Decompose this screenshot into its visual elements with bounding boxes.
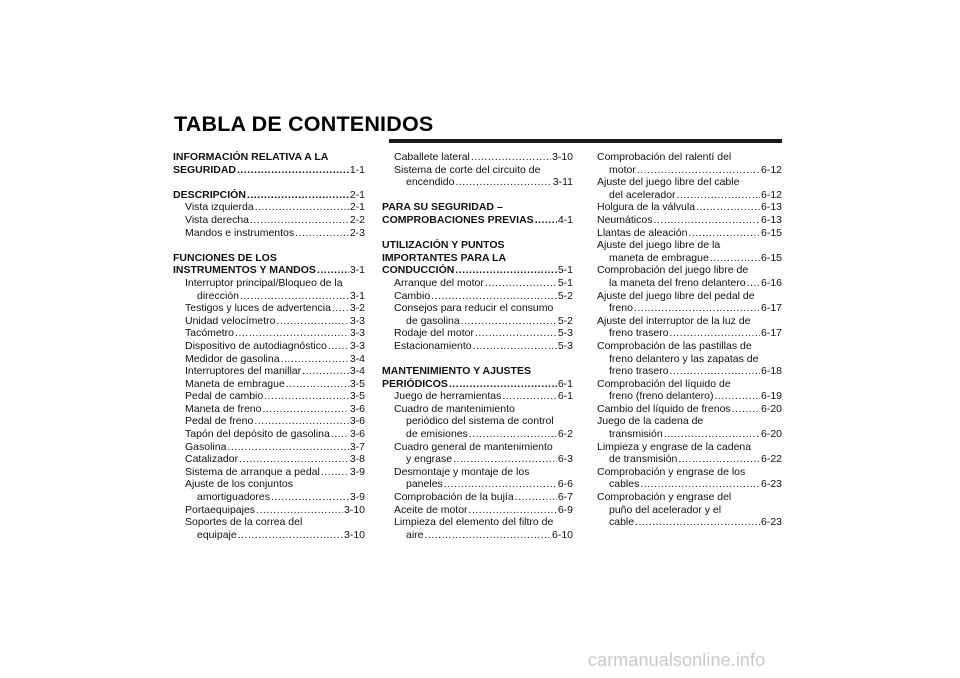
toc-entry-page: 3-3 xyxy=(349,339,365,352)
toc-entry-title: Aceite de motor xyxy=(394,503,468,516)
toc-entry xyxy=(382,315,573,328)
toc-entry-title: Caballete lateral xyxy=(394,151,470,163)
toc-entry-title: SEGURIDAD xyxy=(173,163,237,176)
toc-entry-page: 6-22 xyxy=(760,453,782,466)
toc-section-heading: MANTENIMIENTO Y AJUSTES xyxy=(382,365,531,378)
dot-leader xyxy=(250,214,349,227)
toc-entry: Ajuste de los conjuntos xyxy=(185,478,293,491)
toc-entry xyxy=(173,302,365,315)
toc-entry xyxy=(597,227,782,240)
toc-entry xyxy=(173,428,365,441)
toc-entry-page: 1-1 xyxy=(349,163,365,176)
dot-leader xyxy=(238,529,343,542)
toc-entry xyxy=(597,390,782,403)
dot-leader xyxy=(502,390,556,403)
toc-entry-title: Pedal de cambio xyxy=(185,390,264,403)
dot-leader xyxy=(247,189,349,202)
toc-entry: puño del acelerador y el xyxy=(609,503,722,516)
toc-entry-page: 6-13 xyxy=(760,201,782,214)
toc-entry-page: 3-5 xyxy=(349,377,365,390)
title-rule xyxy=(389,139,782,143)
toc-entry xyxy=(597,302,782,315)
dot-leader xyxy=(271,491,349,504)
toc-entry-title: Sistema de arranque a pedal xyxy=(185,465,320,478)
toc-entry-page: 3-5 xyxy=(349,390,365,403)
dot-leader xyxy=(461,315,557,328)
toc-entry-title: Catalizador xyxy=(185,453,239,466)
toc-entry xyxy=(382,151,573,164)
toc-entry-page: 6-23 xyxy=(760,478,782,491)
toc-entry-title: Tapón del depósito de gasolina xyxy=(185,428,330,441)
toc-entry-page: 3-6 xyxy=(349,402,365,415)
toc-entry-page: 6-12 xyxy=(760,163,782,176)
toc-entry-title: Dispositivo de autodiagnóstico xyxy=(185,339,327,352)
toc-entry xyxy=(382,478,573,491)
toc-entry-title: PERIÓDICOS xyxy=(382,377,448,390)
toc-entry-page: 6-12 xyxy=(760,188,782,201)
dot-leader xyxy=(328,340,349,353)
toc-section-heading xyxy=(382,264,573,277)
watermark: carmanualsonline.info xyxy=(588,650,766,670)
toc-entry-title: Estacionamiento xyxy=(394,339,472,352)
toc-entry-page: 6-16 xyxy=(760,276,782,289)
toc-entry-title: Unidad velocímetro xyxy=(185,314,276,327)
toc-entry-page: 3-1 xyxy=(349,289,365,302)
toc-entry-title: cables xyxy=(609,478,640,491)
toc-entry: Comprobación y engrase de los xyxy=(597,465,746,478)
toc-entry-title: Portaequipajes xyxy=(185,503,256,516)
toc-entry xyxy=(173,403,365,416)
dot-leader xyxy=(331,428,349,441)
toc-section-heading xyxy=(173,264,365,277)
toc-entry-title: encendido xyxy=(406,176,455,189)
toc-entry-page: 3-10 xyxy=(343,528,365,541)
dot-leader xyxy=(677,189,760,202)
toc-entry-title: Comprobación de la bujía xyxy=(394,491,514,504)
dot-leader xyxy=(444,478,557,491)
dot-leader xyxy=(535,214,557,227)
toc-entry-page: 6-18 xyxy=(760,365,782,378)
toc-entry-page: 4-1 xyxy=(557,213,573,226)
dot-leader xyxy=(237,164,349,177)
dot-leader xyxy=(453,453,557,466)
toc-entry-title: Gasolina xyxy=(185,440,227,453)
toc-entry-title: Arranque del motor xyxy=(394,276,484,289)
toc-entry xyxy=(382,491,573,504)
toc-entry: freno delantero y las zapatas de xyxy=(609,352,759,365)
dot-leader xyxy=(471,151,551,164)
toc-entry-page: 3-4 xyxy=(349,352,365,365)
toc-entry-title: Juego de herramientas xyxy=(394,390,502,403)
toc-entry xyxy=(173,365,365,378)
toc-entry-title: Pedal de freno xyxy=(185,415,254,428)
toc-entry-title: Vista derecha xyxy=(185,213,250,226)
toc-entry-page: 6-17 xyxy=(760,327,782,340)
toc-entry-page: 6-2 xyxy=(557,428,573,441)
toc-entry xyxy=(173,214,365,227)
toc-entry xyxy=(173,415,365,428)
toc-entry-page: 3-10 xyxy=(343,503,365,516)
dot-leader xyxy=(286,378,349,391)
toc-entry xyxy=(173,353,365,366)
dot-leader xyxy=(240,290,349,303)
dot-leader xyxy=(317,264,349,277)
toc-entry xyxy=(382,428,573,441)
dot-leader xyxy=(276,315,348,328)
toc-entry-page: 6-13 xyxy=(760,213,782,226)
toc-entry-page: 2-3 xyxy=(349,226,365,239)
toc-column-3 xyxy=(597,151,782,529)
toc-section-heading: INFORMACIÓN RELATIVA A LA xyxy=(173,151,329,163)
toc-entry-title: motor xyxy=(609,163,636,176)
toc-entry xyxy=(597,516,782,529)
dot-leader xyxy=(255,201,349,214)
toc-entry-title: Maneta de embrague xyxy=(185,377,285,390)
dot-leader xyxy=(640,478,760,491)
toc-entry-page: 3-11 xyxy=(552,176,573,189)
toc-entry-page: 5-2 xyxy=(557,289,573,302)
toc-entry-page: 5-1 xyxy=(557,264,573,277)
toc-entry xyxy=(173,504,365,517)
dot-leader xyxy=(515,491,557,504)
toc-section-heading: PARA SU SEGURIDAD – xyxy=(382,201,503,214)
toc-entry-title: Testigos y luces de advertencia xyxy=(185,302,331,315)
toc-entry xyxy=(173,227,365,240)
toc-entry-page: 5-3 xyxy=(557,327,573,340)
toc-entry xyxy=(173,529,365,542)
toc-entry xyxy=(382,277,573,290)
dot-leader xyxy=(637,164,760,177)
toc-entry-page: 3-3 xyxy=(349,327,365,340)
toc-entry xyxy=(173,453,365,466)
toc-entry-title: la maneta del freno delantero xyxy=(609,276,746,289)
toc-entry-title: Medidor de gasolina xyxy=(185,352,280,365)
toc-entry-title: INSTRUMENTOS Y MANDOS xyxy=(173,264,316,277)
dot-leader xyxy=(473,340,557,353)
toc-entry: Consejos para reducir el consumo xyxy=(394,302,554,315)
toc-entry: Limpieza y engrase de la cadena xyxy=(597,440,752,453)
toc-entry-page: 6-6 xyxy=(557,478,573,491)
toc-entry-title: maneta de embrague xyxy=(609,251,709,264)
toc-entry xyxy=(382,290,573,303)
dot-leader xyxy=(689,227,760,240)
dot-leader xyxy=(281,353,349,366)
toc-entry-page: 2-1 xyxy=(349,201,365,214)
toc-entry xyxy=(173,491,365,504)
toc-section-heading: FUNCIONES DE LOS xyxy=(173,251,277,264)
toc-entry-page: 2-2 xyxy=(349,213,365,226)
dot-leader xyxy=(321,466,349,479)
dot-leader xyxy=(469,428,557,441)
toc-entry-title: de gasolina xyxy=(406,314,460,327)
dot-leader xyxy=(653,214,760,227)
toc-entry-page: 6-20 xyxy=(760,402,782,415)
toc-entry-page: 2-1 xyxy=(349,188,365,201)
toc-column-2 xyxy=(382,151,573,541)
toc-entry-page: 6-3 xyxy=(557,453,573,466)
toc-entry-title: equipaje xyxy=(197,528,237,541)
toc-entry xyxy=(382,390,573,403)
toc-section-heading xyxy=(382,378,573,391)
toc-entry-page: 3-7 xyxy=(349,440,365,453)
toc-entry-page: 6-20 xyxy=(760,428,782,441)
toc-entry xyxy=(597,214,782,227)
toc-entry: Comprobación del juego libre de xyxy=(597,264,749,277)
dot-leader xyxy=(455,264,556,277)
toc-entry: Comprobación del ralentí del xyxy=(597,151,732,163)
dot-leader xyxy=(332,302,349,315)
toc-entry-title: aire xyxy=(406,528,424,541)
toc-entry: periódico del sistema de control xyxy=(406,415,554,428)
toc-entry: Juego de la cadena de xyxy=(597,415,704,428)
toc-entry: Ajuste del juego libre del pedal de xyxy=(597,289,755,302)
toc-entry-title: freno (freno delantero) xyxy=(609,390,714,403)
toc-section-heading xyxy=(382,214,573,227)
dot-leader xyxy=(732,403,760,416)
dot-leader xyxy=(670,365,760,378)
dot-leader xyxy=(302,365,349,378)
toc-entry-title: DESCRIPCIÓN xyxy=(173,188,246,201)
toc-entry-title: Llantas de aleación xyxy=(597,226,688,239)
toc-entry xyxy=(597,428,782,441)
toc-entry xyxy=(382,327,573,340)
dot-leader xyxy=(295,227,349,240)
toc-entry-title: del acelerador xyxy=(609,188,676,201)
toc-entry xyxy=(597,453,782,466)
toc-entry xyxy=(597,201,782,214)
toc-entry xyxy=(173,390,365,403)
dot-leader xyxy=(475,327,557,340)
toc-entry-title: Interruptores del manillar xyxy=(185,365,302,378)
toc-entry: Desmontaje y montaje de los xyxy=(394,465,530,478)
toc-entry-page: 3-8 xyxy=(349,453,365,466)
toc-entry: Ajuste del juego libre del cable xyxy=(597,176,740,189)
toc-entry-title: freno xyxy=(609,302,633,315)
toc-entry xyxy=(173,201,365,214)
toc-entry xyxy=(597,327,782,340)
toc-entry-page: 3-6 xyxy=(349,428,365,441)
dot-leader xyxy=(425,529,551,542)
dot-leader xyxy=(235,327,349,340)
toc-section-heading: UTILIZACIÓN Y PUNTOS xyxy=(382,239,505,252)
toc-entry-title: y engrase xyxy=(406,453,453,466)
toc-entry xyxy=(382,453,573,466)
toc-entry: Sistema de corte del circuito de xyxy=(394,163,541,176)
toc-entry-title: freno trasero xyxy=(609,327,669,340)
dot-leader xyxy=(469,504,557,517)
dot-leader xyxy=(678,453,760,466)
toc-entry-page: 3-6 xyxy=(349,415,365,428)
toc-entry xyxy=(173,340,365,353)
toc-entry-title: paneles xyxy=(406,478,443,491)
toc-entry-page: 6-9 xyxy=(557,503,573,516)
toc-entry xyxy=(597,164,782,177)
toc-entry-page: 6-17 xyxy=(760,302,782,315)
toc-entry-title: transmisión xyxy=(609,428,663,441)
toc-entry-title: COMPROBACIONES PREVIAS xyxy=(382,213,534,226)
toc-entry-page: 3-1 xyxy=(349,264,365,277)
dot-leader xyxy=(664,428,760,441)
dot-leader xyxy=(696,201,760,214)
toc-entry-page: 3-10 xyxy=(551,151,573,163)
toc-entry-title: Cambio xyxy=(394,289,431,302)
toc-entry xyxy=(173,315,365,328)
toc-section-heading xyxy=(173,189,365,202)
toc-entry-title: dirección xyxy=(197,289,240,302)
toc-entry-title: amortiguadores xyxy=(197,491,270,504)
dot-leader xyxy=(670,327,760,340)
toc-entry-page: 6-15 xyxy=(760,226,782,239)
dot-leader xyxy=(449,378,557,391)
dot-leader xyxy=(455,176,551,189)
toc-entry-title: de transmisión xyxy=(609,453,678,466)
toc-entry-title: CONDUCCIÓN xyxy=(382,264,455,277)
toc-entry-page: 3-3 xyxy=(349,314,365,327)
dot-leader xyxy=(256,504,343,517)
dot-leader xyxy=(264,390,349,403)
toc-entry xyxy=(173,327,365,340)
toc-entry xyxy=(597,252,782,265)
dot-leader xyxy=(485,277,557,290)
dot-leader xyxy=(254,415,349,428)
dot-leader xyxy=(431,290,557,303)
toc-entry-page: 5-3 xyxy=(557,339,573,352)
dot-leader xyxy=(239,453,349,466)
dot-leader xyxy=(714,390,760,403)
toc-entry xyxy=(597,189,782,202)
toc-entry-page: 3-9 xyxy=(349,491,365,504)
toc-entry-page: 6-1 xyxy=(557,390,573,403)
dot-leader xyxy=(262,403,348,416)
dot-leader xyxy=(227,441,348,454)
toc-entry-title: freno trasero xyxy=(609,365,669,378)
page-title: TABLA DE CONTENIDOS xyxy=(174,112,434,136)
toc-entry: Cuadro general de mantenimiento xyxy=(394,440,553,453)
toc-entry-page: 6-23 xyxy=(760,516,782,529)
toc-entry-page: 3-9 xyxy=(349,465,365,478)
toc-entry-title: de emisiones xyxy=(406,428,468,441)
toc-entry: Comprobación de las pastillas de xyxy=(597,339,752,352)
dot-leader xyxy=(710,252,760,265)
toc-entry-page: 3-4 xyxy=(349,365,365,378)
toc-entry: Soportes de la correa del xyxy=(185,516,303,529)
toc-entry-title: Holgura de la válvula xyxy=(597,201,696,214)
toc-entry xyxy=(173,378,365,391)
toc-section-heading: IMPORTANTES PARA LA xyxy=(382,251,507,264)
toc-column-1 xyxy=(173,151,365,541)
toc-entry: Ajuste del juego libre de la xyxy=(597,239,721,252)
toc-entry xyxy=(597,403,782,416)
toc-entry-page: 6-19 xyxy=(760,390,782,403)
toc-entry: Comprobación y engrase del xyxy=(597,491,732,504)
toc-entry-title: Rodaje del motor xyxy=(394,327,474,340)
toc-entry: Cuadro de mantenimiento xyxy=(394,402,515,415)
toc-entry-title: Vista izquierda xyxy=(185,201,254,214)
toc-entry-page: 5-2 xyxy=(557,314,573,327)
toc-entry xyxy=(597,478,782,491)
toc-entry xyxy=(173,290,365,303)
toc-entry-title: Maneta de freno xyxy=(185,402,262,415)
toc-entry xyxy=(382,340,573,353)
toc-entry xyxy=(382,529,573,542)
toc-entry xyxy=(382,504,573,517)
toc-entry-title: Cambio del líquido de frenos xyxy=(597,402,731,415)
dot-leader xyxy=(634,302,760,315)
toc-entry-title: Mandos e instrumentos xyxy=(185,226,295,239)
toc-section-heading xyxy=(173,164,365,177)
toc-entry-page: 5-1 xyxy=(557,276,573,289)
dot-leader xyxy=(635,516,760,529)
toc-entry xyxy=(597,365,782,378)
toc-entry: Interruptor principal/Bloqueo de la xyxy=(185,276,343,289)
toc-entry: Comprobación del líquido de xyxy=(597,377,731,390)
toc-entry-page: 6-10 xyxy=(551,528,573,541)
toc-entry-page: 3-2 xyxy=(349,302,365,315)
toc-entry xyxy=(382,176,573,189)
toc-entry xyxy=(173,441,365,454)
toc-entry-title: Tacómetro xyxy=(185,327,235,340)
toc-entry-page: 6-7 xyxy=(557,491,573,504)
toc-entry: Ajuste del interruptor de la luz de xyxy=(597,314,751,327)
toc-entry-page: 6-15 xyxy=(760,251,782,264)
toc-entry-title: cable xyxy=(609,516,635,529)
toc-entry xyxy=(173,466,365,479)
toc-entry-page: 6-1 xyxy=(557,377,573,390)
toc-entry-title: Neumáticos xyxy=(597,213,653,226)
toc-entry: Limpieza del elemento del filtro de xyxy=(394,516,554,529)
dot-leader xyxy=(747,277,760,290)
toc-entry xyxy=(597,277,782,290)
